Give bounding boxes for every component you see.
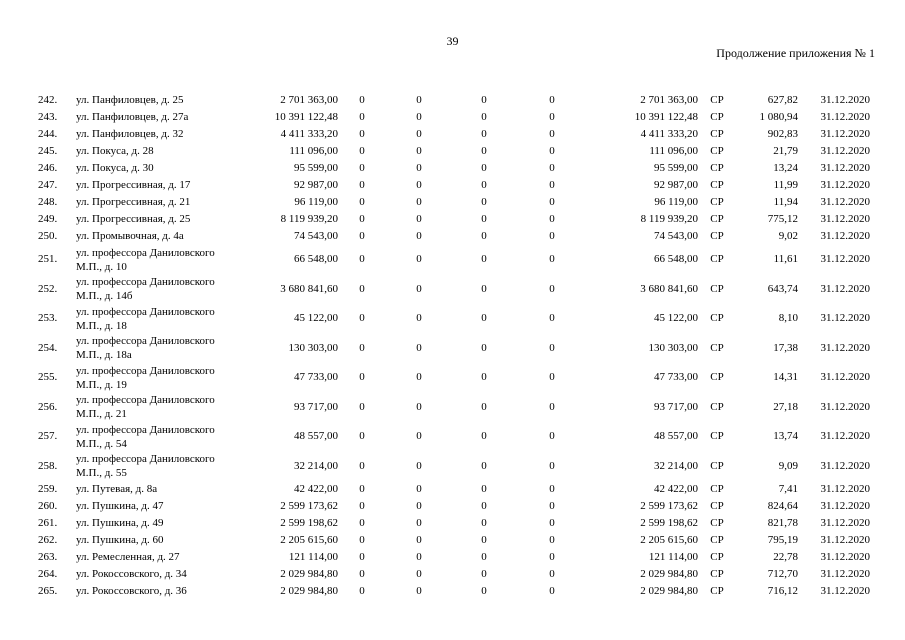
row-rate: 21,79 [773,145,798,157]
row-number: 265. [38,585,58,597]
row-zero-2: 0 [416,400,422,413]
row-zero-3: 0 [481,551,487,563]
row-address: ул. профессора Даниловского М.П., д. 54 [76,423,215,450]
row-address: ул. Покуса, д. 30 [76,162,154,174]
table-row [30,481,870,498]
row-total: 93 717,00 [654,400,698,413]
row-number: 256. [38,400,58,413]
row-date: 31.12.2020 [820,312,870,325]
row-rate: 643,74 [767,282,798,295]
row-zero-1: 0 [359,179,365,191]
row-zero-1: 0 [359,483,365,495]
row-zero-3: 0 [481,534,487,546]
row-zero-2: 0 [416,500,422,512]
row-zero-4: 0 [549,459,555,472]
row-code: СР [710,196,724,208]
row-address: ул. Покуса, д. 28 [76,145,154,157]
row-zero-1: 0 [359,500,365,512]
row-date: 31.12.2020 [820,585,870,597]
row-zero-1: 0 [359,128,365,140]
row-total: 96 119,00 [654,196,698,208]
row-zero-2: 0 [416,282,422,295]
row-code: СР [710,534,724,546]
row-zero-3: 0 [481,430,487,443]
row-rate: 27,18 [773,400,798,413]
row-rate: 795,19 [767,534,798,546]
row-zero-1: 0 [359,162,365,174]
row-address: ул. профессора Даниловского М.П., д. 18а [76,335,215,362]
row-zero-3: 0 [481,483,487,495]
row-zero-2: 0 [416,128,422,140]
row-address: ул. Пушкина, д. 60 [76,534,164,546]
row-rate: 11,94 [773,196,798,208]
row-address: ул. Промывочная, д. 4а [76,230,184,242]
row-rate: 627,82 [767,94,798,106]
row-code: СР [710,400,724,413]
row-date: 31.12.2020 [820,179,870,191]
row-number: 249. [38,213,58,225]
table-row [30,109,870,126]
row-number: 250. [38,230,58,242]
table-row [30,515,870,532]
row-amount: 47 733,00 [294,371,338,384]
row-address: ул. профессора Даниловского М.П., д. 18 [76,305,215,332]
row-zero-1: 0 [359,196,365,208]
row-total: 95 599,00 [654,162,698,174]
row-date: 31.12.2020 [820,213,870,225]
row-number: 258. [38,459,58,472]
row-code: СР [710,483,724,495]
table-row [30,452,870,482]
row-amount: 92 987,00 [294,179,338,191]
row-total: 47 733,00 [654,371,698,384]
row-total: 130 303,00 [648,341,698,354]
row-code: СР [710,213,724,225]
row-rate: 11,99 [773,179,798,191]
row-zero-4: 0 [549,94,555,106]
row-total: 74 543,00 [654,230,698,242]
row-amount: 2 205 615,60 [280,534,338,546]
table-row [30,160,870,177]
row-zero-2: 0 [416,585,422,597]
row-total: 121 114,00 [648,551,698,563]
row-address: ул. Прогрессивная, д. 25 [76,213,191,225]
row-zero-4: 0 [549,400,555,413]
row-address: ул. Рокоссовского, д. 34 [76,568,187,580]
row-date: 31.12.2020 [820,341,870,354]
row-code: СР [710,253,724,266]
row-zero-4: 0 [549,585,555,597]
row-code: СР [710,230,724,242]
row-code: СР [710,111,724,123]
row-zero-3: 0 [481,145,487,157]
row-total: 4 411 333,20 [640,128,698,140]
row-amount: 42 422,00 [294,483,338,495]
row-amount: 2 701 363,00 [280,94,338,106]
row-date: 31.12.2020 [820,568,870,580]
row-address: ул. Путевая, д. 8а [76,483,158,495]
row-zero-3: 0 [481,128,487,140]
row-date: 31.12.2020 [820,517,870,529]
housing-repair-table [30,92,870,600]
row-number: 247. [38,179,58,191]
row-zero-2: 0 [416,534,422,546]
row-date: 31.12.2020 [820,94,870,106]
row-zero-4: 0 [549,145,555,157]
row-zero-2: 0 [416,551,422,563]
appendix-continuation-label: Продолжение приложения № 1 [716,46,875,60]
row-rate: 11,61 [773,253,798,266]
table-row [30,304,870,334]
row-total: 42 422,00 [654,483,698,495]
row-rate: 22,78 [773,551,798,563]
row-zero-3: 0 [481,179,487,191]
row-amount: 95 599,00 [294,162,338,174]
row-zero-2: 0 [416,111,422,123]
row-number: 254. [38,341,58,354]
row-zero-4: 0 [549,111,555,123]
row-code: СР [710,551,724,563]
row-zero-4: 0 [549,312,555,325]
row-zero-1: 0 [359,230,365,242]
row-zero-2: 0 [416,517,422,529]
row-zero-4: 0 [549,500,555,512]
row-amount: 4 411 333,20 [280,128,338,140]
row-number: 261. [38,517,58,529]
table-row [30,194,870,211]
row-amount: 121 114,00 [288,551,338,563]
row-rate: 712,70 [767,568,798,580]
row-code: СР [710,517,724,529]
row-zero-4: 0 [549,213,555,225]
row-zero-4: 0 [549,230,555,242]
row-number: 253. [38,312,58,325]
row-total: 2 599 173,62 [640,500,698,512]
row-rate: 14,31 [773,371,798,384]
row-zero-4: 0 [549,253,555,266]
row-address: ул. Ремесленная, д. 27 [76,551,180,563]
row-number: 259. [38,483,58,495]
table-row [30,532,870,549]
row-zero-2: 0 [416,213,422,225]
row-rate: 7,41 [778,483,798,495]
row-date: 31.12.2020 [820,282,870,295]
row-date: 31.12.2020 [820,111,870,123]
table-row [30,275,870,305]
table-row [30,393,870,423]
table-row [30,245,870,275]
row-amount: 3 680 841,60 [280,282,338,295]
row-address: ул. Пушкина, д. 49 [76,517,164,529]
row-rate: 9,02 [778,230,798,242]
row-rate: 13,24 [773,162,798,174]
row-total: 2 205 615,60 [640,534,698,546]
table-row [30,566,870,583]
row-zero-3: 0 [481,213,487,225]
row-address: ул. профессора Даниловского М.П., д. 10 [76,246,215,273]
row-address: ул. Рокоссовского, д. 36 [76,585,187,597]
row-date: 31.12.2020 [820,551,870,563]
row-amount: 2 029 984,80 [280,568,338,580]
row-amount: 130 303,00 [288,341,338,354]
row-zero-2: 0 [416,253,422,266]
row-amount: 32 214,00 [294,459,338,472]
row-zero-3: 0 [481,517,487,529]
row-amount: 96 119,00 [294,196,338,208]
row-number: 242. [38,94,58,106]
row-amount: 111 096,00 [289,145,338,157]
row-address: ул. Панфиловцев, д. 27а [76,111,189,123]
row-date: 31.12.2020 [820,230,870,242]
row-zero-3: 0 [481,230,487,242]
table-row [30,211,870,228]
row-total: 2 029 984,80 [640,585,698,597]
row-zero-3: 0 [481,282,487,295]
row-total: 45 122,00 [654,312,698,325]
row-amount: 2 599 198,62 [280,517,338,529]
row-zero-2: 0 [416,371,422,384]
row-total: 2 599 198,62 [640,517,698,529]
row-amount: 8 119 939,20 [280,213,338,225]
row-total: 66 548,00 [654,253,698,266]
row-amount: 93 717,00 [294,400,338,413]
row-date: 31.12.2020 [820,253,870,266]
row-zero-3: 0 [481,111,487,123]
row-zero-3: 0 [481,459,487,472]
row-number: 244. [38,128,58,140]
row-address: ул. Пушкина, д. 47 [76,500,164,512]
row-total: 8 119 939,20 [640,213,698,225]
row-code: СР [710,128,724,140]
row-code: СР [710,312,724,325]
row-zero-3: 0 [481,400,487,413]
row-zero-4: 0 [549,179,555,191]
row-zero-3: 0 [481,312,487,325]
row-zero-4: 0 [549,534,555,546]
row-address: ул. профессора Даниловского М.П., д. 21 [76,394,215,421]
row-date: 31.12.2020 [820,196,870,208]
row-number: 245. [38,145,58,157]
row-date: 31.12.2020 [820,459,870,472]
row-zero-1: 0 [359,94,365,106]
row-code: СР [710,94,724,106]
row-address: ул. профессора Даниловского М.П., д. 14б [76,276,215,303]
row-rate: 716,12 [767,585,798,597]
row-zero-4: 0 [549,128,555,140]
row-amount: 2 599 173,62 [280,500,338,512]
row-date: 31.12.2020 [820,371,870,384]
row-zero-2: 0 [416,483,422,495]
row-number: 243. [38,111,58,123]
row-zero-3: 0 [481,341,487,354]
row-amount: 10 391 122,48 [274,111,338,123]
row-zero-1: 0 [359,145,365,157]
row-code: СР [710,341,724,354]
row-zero-2: 0 [416,459,422,472]
row-zero-1: 0 [359,400,365,413]
row-address: ул. Прогрессивная, д. 21 [76,196,191,208]
row-code: СР [710,145,724,157]
table-row [30,583,870,600]
row-zero-3: 0 [481,568,487,580]
row-amount: 74 543,00 [294,230,338,242]
row-zero-4: 0 [549,517,555,529]
row-zero-3: 0 [481,585,487,597]
row-rate: 13,74 [773,430,798,443]
row-total: 92 987,00 [654,179,698,191]
table-row [30,422,870,452]
row-code: СР [710,500,724,512]
row-total: 3 680 841,60 [640,282,698,295]
row-zero-1: 0 [359,371,365,384]
row-zero-2: 0 [416,145,422,157]
row-zero-4: 0 [549,568,555,580]
table-row [30,549,870,566]
row-rate: 8,10 [778,312,798,325]
row-date: 31.12.2020 [820,400,870,413]
row-rate: 902,83 [767,128,798,140]
row-zero-1: 0 [359,517,365,529]
row-total: 2 701 363,00 [640,94,698,106]
row-code: СР [710,282,724,295]
row-zero-1: 0 [359,459,365,472]
table-row [30,92,870,109]
row-zero-1: 0 [359,534,365,546]
row-zero-1: 0 [359,111,365,123]
row-address: ул. Панфиловцев, д. 25 [76,94,184,106]
row-zero-2: 0 [416,341,422,354]
row-zero-4: 0 [549,551,555,563]
row-date: 31.12.2020 [820,128,870,140]
table-row [30,143,870,160]
row-amount: 66 548,00 [294,253,338,266]
row-zero-2: 0 [416,94,422,106]
row-total: 10 391 122,48 [634,111,698,123]
row-amount: 2 029 984,80 [280,585,338,597]
row-address: ул. профессора Даниловского М.П., д. 19 [76,364,215,391]
row-zero-2: 0 [416,430,422,443]
page-number: 39 [446,34,459,48]
row-total: 2 029 984,80 [640,568,698,580]
row-zero-2: 0 [416,230,422,242]
row-zero-1: 0 [359,312,365,325]
row-zero-1: 0 [359,568,365,580]
row-zero-3: 0 [481,162,487,174]
row-number: 263. [38,551,58,563]
row-zero-4: 0 [549,162,555,174]
row-number: 252. [38,282,58,295]
row-amount: 48 557,00 [294,430,338,443]
table-row [30,126,870,143]
row-rate: 824,64 [767,500,798,512]
row-code: СР [710,568,724,580]
row-date: 31.12.2020 [820,483,870,495]
row-zero-1: 0 [359,282,365,295]
row-zero-3: 0 [481,500,487,512]
row-number: 260. [38,500,58,512]
row-zero-1: 0 [359,430,365,443]
row-date: 31.12.2020 [820,534,870,546]
table-row [30,177,870,194]
row-zero-2: 0 [416,162,422,174]
row-zero-2: 0 [416,179,422,191]
row-number: 255. [38,371,58,384]
row-total: 48 557,00 [654,430,698,443]
row-date: 31.12.2020 [820,145,870,157]
table-row [30,363,870,393]
row-zero-3: 0 [481,371,487,384]
row-date: 31.12.2020 [820,162,870,174]
row-zero-1: 0 [359,341,365,354]
table-row [30,334,870,364]
row-number: 248. [38,196,58,208]
row-zero-1: 0 [359,213,365,225]
row-address: ул. Панфиловцев, д. 32 [76,128,184,140]
row-zero-1: 0 [359,585,365,597]
row-number: 251. [38,253,58,266]
row-rate: 1 080,94 [759,111,798,123]
row-zero-2: 0 [416,568,422,580]
row-code: СР [710,162,724,174]
row-address: ул. профессора Даниловского М.П., д. 55 [76,453,215,480]
row-code: СР [710,585,724,597]
row-zero-3: 0 [481,253,487,266]
row-code: СР [710,179,724,191]
row-zero-3: 0 [481,94,487,106]
row-total: 32 214,00 [654,459,698,472]
row-zero-1: 0 [359,551,365,563]
row-total: 111 096,00 [649,145,698,157]
row-number: 264. [38,568,58,580]
row-zero-4: 0 [549,341,555,354]
row-code: СР [710,371,724,384]
row-number: 262. [38,534,58,546]
row-zero-4: 0 [549,371,555,384]
row-code: СР [710,430,724,443]
row-rate: 9,09 [778,459,798,472]
row-zero-2: 0 [416,312,422,325]
row-date: 31.12.2020 [820,500,870,512]
row-zero-4: 0 [549,430,555,443]
row-zero-4: 0 [549,196,555,208]
row-zero-1: 0 [359,253,365,266]
row-address: ул. Прогрессивная, д. 17 [76,179,191,191]
row-number: 246. [38,162,58,174]
row-date: 31.12.2020 [820,430,870,443]
table-row [30,498,870,515]
row-zero-4: 0 [549,282,555,295]
row-zero-2: 0 [416,196,422,208]
row-amount: 45 122,00 [294,312,338,325]
row-rate: 775,12 [767,213,798,225]
table-row [30,228,870,245]
row-zero-3: 0 [481,196,487,208]
row-zero-4: 0 [549,483,555,495]
row-rate: 821,78 [767,517,798,529]
row-code: СР [710,459,724,472]
row-rate: 17,38 [773,341,798,354]
row-number: 257. [38,430,58,443]
